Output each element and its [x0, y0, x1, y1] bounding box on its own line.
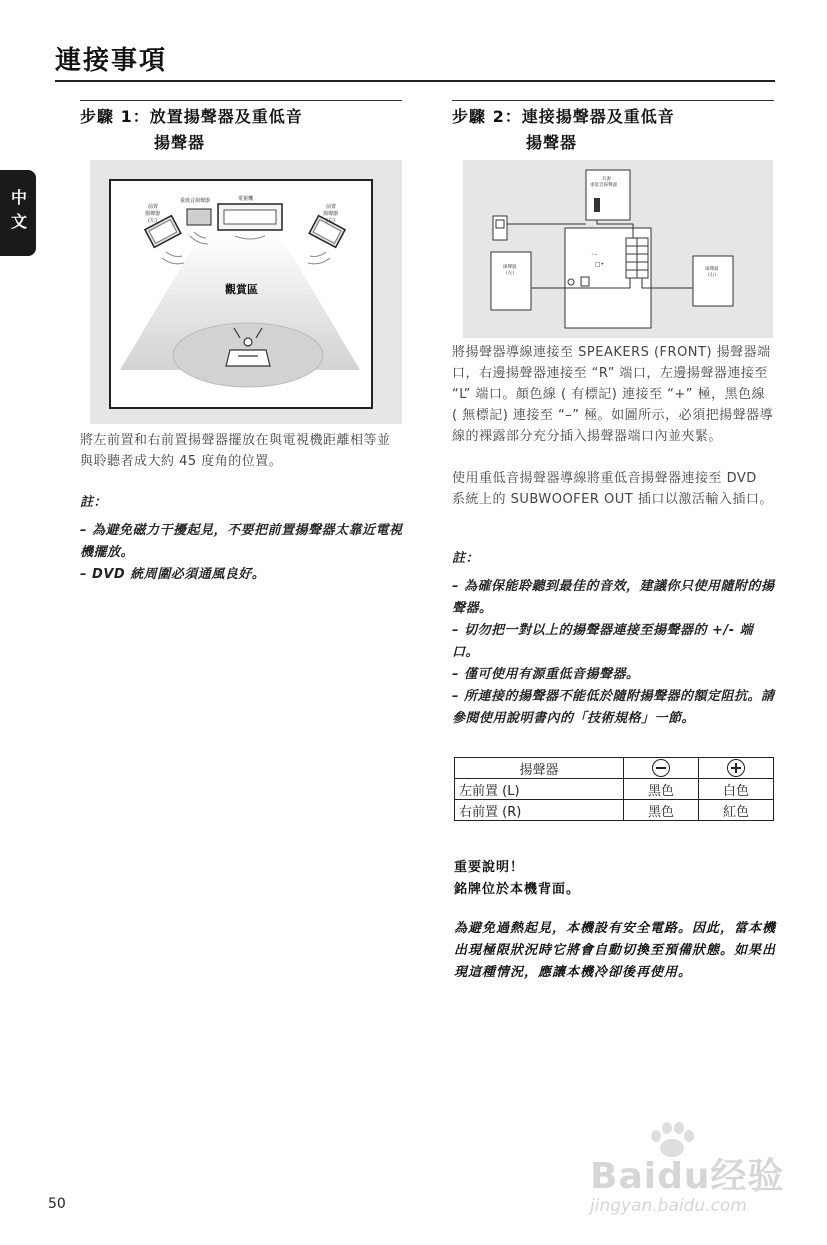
table-row: [455, 779, 774, 800]
left-step-heading: [80, 104, 410, 156]
left-speaker-box: [491, 252, 531, 310]
left-note-1: – 為避免磁力干擾起見，不要把前置揚聲器太靠近電視機擺放。: [80, 523, 403, 560]
baidu-watermark: [590, 1120, 790, 1220]
subwoofer-plug: [594, 198, 600, 212]
active-subwoofer-label: 有源重低音揚聲器: [590, 177, 617, 188]
left-notes: [80, 492, 404, 586]
right-note-3: – 僅可使用有源重低音揚聲器。: [452, 667, 640, 682]
front-right-label: 前置揚聲器(右): [323, 204, 339, 224]
right-note-2: – 切勿把一對以上的揚聲器連接至揚聲器的 +/- 端口。: [452, 623, 754, 660]
left-step-heading-line1: 步驟 1：放置揚聲器及重低音: [80, 107, 303, 126]
right-note-1: – 為確保能聆聽到最佳的音效，建議你只使用隨附的揚聲器。: [452, 579, 775, 616]
connection-diagram: [463, 160, 773, 338]
language-tab: [0, 170, 36, 256]
important-text: 銘牌位於本機背面。: [454, 882, 581, 897]
table-cell-name: 左前置 (L): [455, 779, 624, 800]
left-speaker-label: 揚聲器(左): [503, 265, 517, 276]
page-number: 50: [48, 1196, 66, 1212]
tv-label: 電視機: [238, 196, 254, 202]
right-step-heading-line2: 揚聲器: [526, 133, 578, 152]
table-header-row: [455, 758, 774, 779]
svg-text:◦–: ◦–: [591, 251, 598, 258]
overheat-warning: 為避免過熱起見，本機設有安全電路。因此，當本機出現極限狀況時它將會自動切換至預備狀態。如果出現這種情況，應讓本機冷卻後再使用。: [454, 921, 777, 980]
table-row: [455, 800, 774, 821]
right-step-heading: [452, 104, 782, 156]
left-note-title: 註：: [80, 495, 108, 510]
right-note-4: – 所連接的揚聲器不能低於隨附揚聲器的額定阻抗。請參閱使用說明書內的「技術規格」一節。: [452, 689, 775, 726]
tv-icon: [218, 204, 282, 230]
important-title: 重要說明！: [454, 860, 525, 875]
speaker-placement-figure: [90, 160, 402, 424]
speaker-wire-table: [454, 757, 774, 821]
left-note-2: – DVD 統周圍必須通風良好。: [80, 567, 266, 582]
right-body-text-1: 將揚聲器導線連接至 SPEAKERS (FRONT) 揚聲器端口，右邊揚聲器連接至 “R” 端口，左邊揚聲器連接至 “L” 端口。顏色線 ( 有標記) 連接至 “+” 極，黑色線 ( 無標記) 連接至 “–” 極。如圖所示，必須把揚聲器導線的裸露部分充分插入揚聲器端口內並夾緊。: [452, 345, 774, 444]
subwoofer-label: 重低音揚聲器: [180, 198, 211, 204]
table-cell-minus: 黑色: [624, 779, 699, 800]
placement-diagram: [90, 160, 402, 424]
svg-text:□•: □•: [595, 261, 605, 268]
table-header-minus: [624, 758, 699, 779]
page-title: 連接事項: [55, 46, 168, 76]
left-step-rule: [80, 100, 402, 101]
title-divider: [55, 80, 775, 82]
table-cell-plus: 紅色: [699, 800, 774, 821]
speaker-connection-figure: [463, 160, 773, 338]
important-notice: [454, 857, 776, 901]
right-notes: [452, 548, 776, 730]
right-note-title: 註：: [452, 551, 480, 566]
subwoofer-icon: [187, 209, 211, 225]
watermark-sub: jingyan.baidu.com: [590, 1196, 747, 1216]
watermark-main: Baidu经验: [590, 1156, 785, 1197]
language-tab-label: 中文: [8, 189, 28, 237]
minus-icon: [652, 759, 670, 777]
plus-icon: [727, 759, 745, 777]
table-cell-plus: 白色: [699, 779, 774, 800]
table-header-plus: [699, 758, 774, 779]
right-body-text-2: 使用重低音揚聲器導線將重低音揚聲器連接至 DVD 系統上的 SUBWOOFER OUT 插口以激活輸入插口。: [452, 471, 773, 507]
table-header-speaker: 揚聲器: [455, 758, 624, 779]
viewing-area-label: 觀賞區: [225, 283, 258, 296]
right-speaker-label: 揚聲器(右): [705, 267, 719, 278]
front-left-label: 前置揚聲器(左): [145, 204, 161, 224]
right-step-rule: [452, 100, 774, 101]
left-body-text: 將左前置和右前置揚聲器擺放在與電視機距離相等並與聆聽者成大約 45 度角的位置。: [80, 433, 391, 469]
right-step-heading-line1: 步驟 2：連接揚聲器及重低音: [452, 107, 675, 126]
right-speaker-box: [693, 256, 733, 306]
table-cell-minus: 黑色: [624, 800, 699, 821]
left-step-heading-line2: 揚聲器: [154, 133, 206, 152]
table-cell-name: 右前置 (R): [455, 800, 624, 821]
